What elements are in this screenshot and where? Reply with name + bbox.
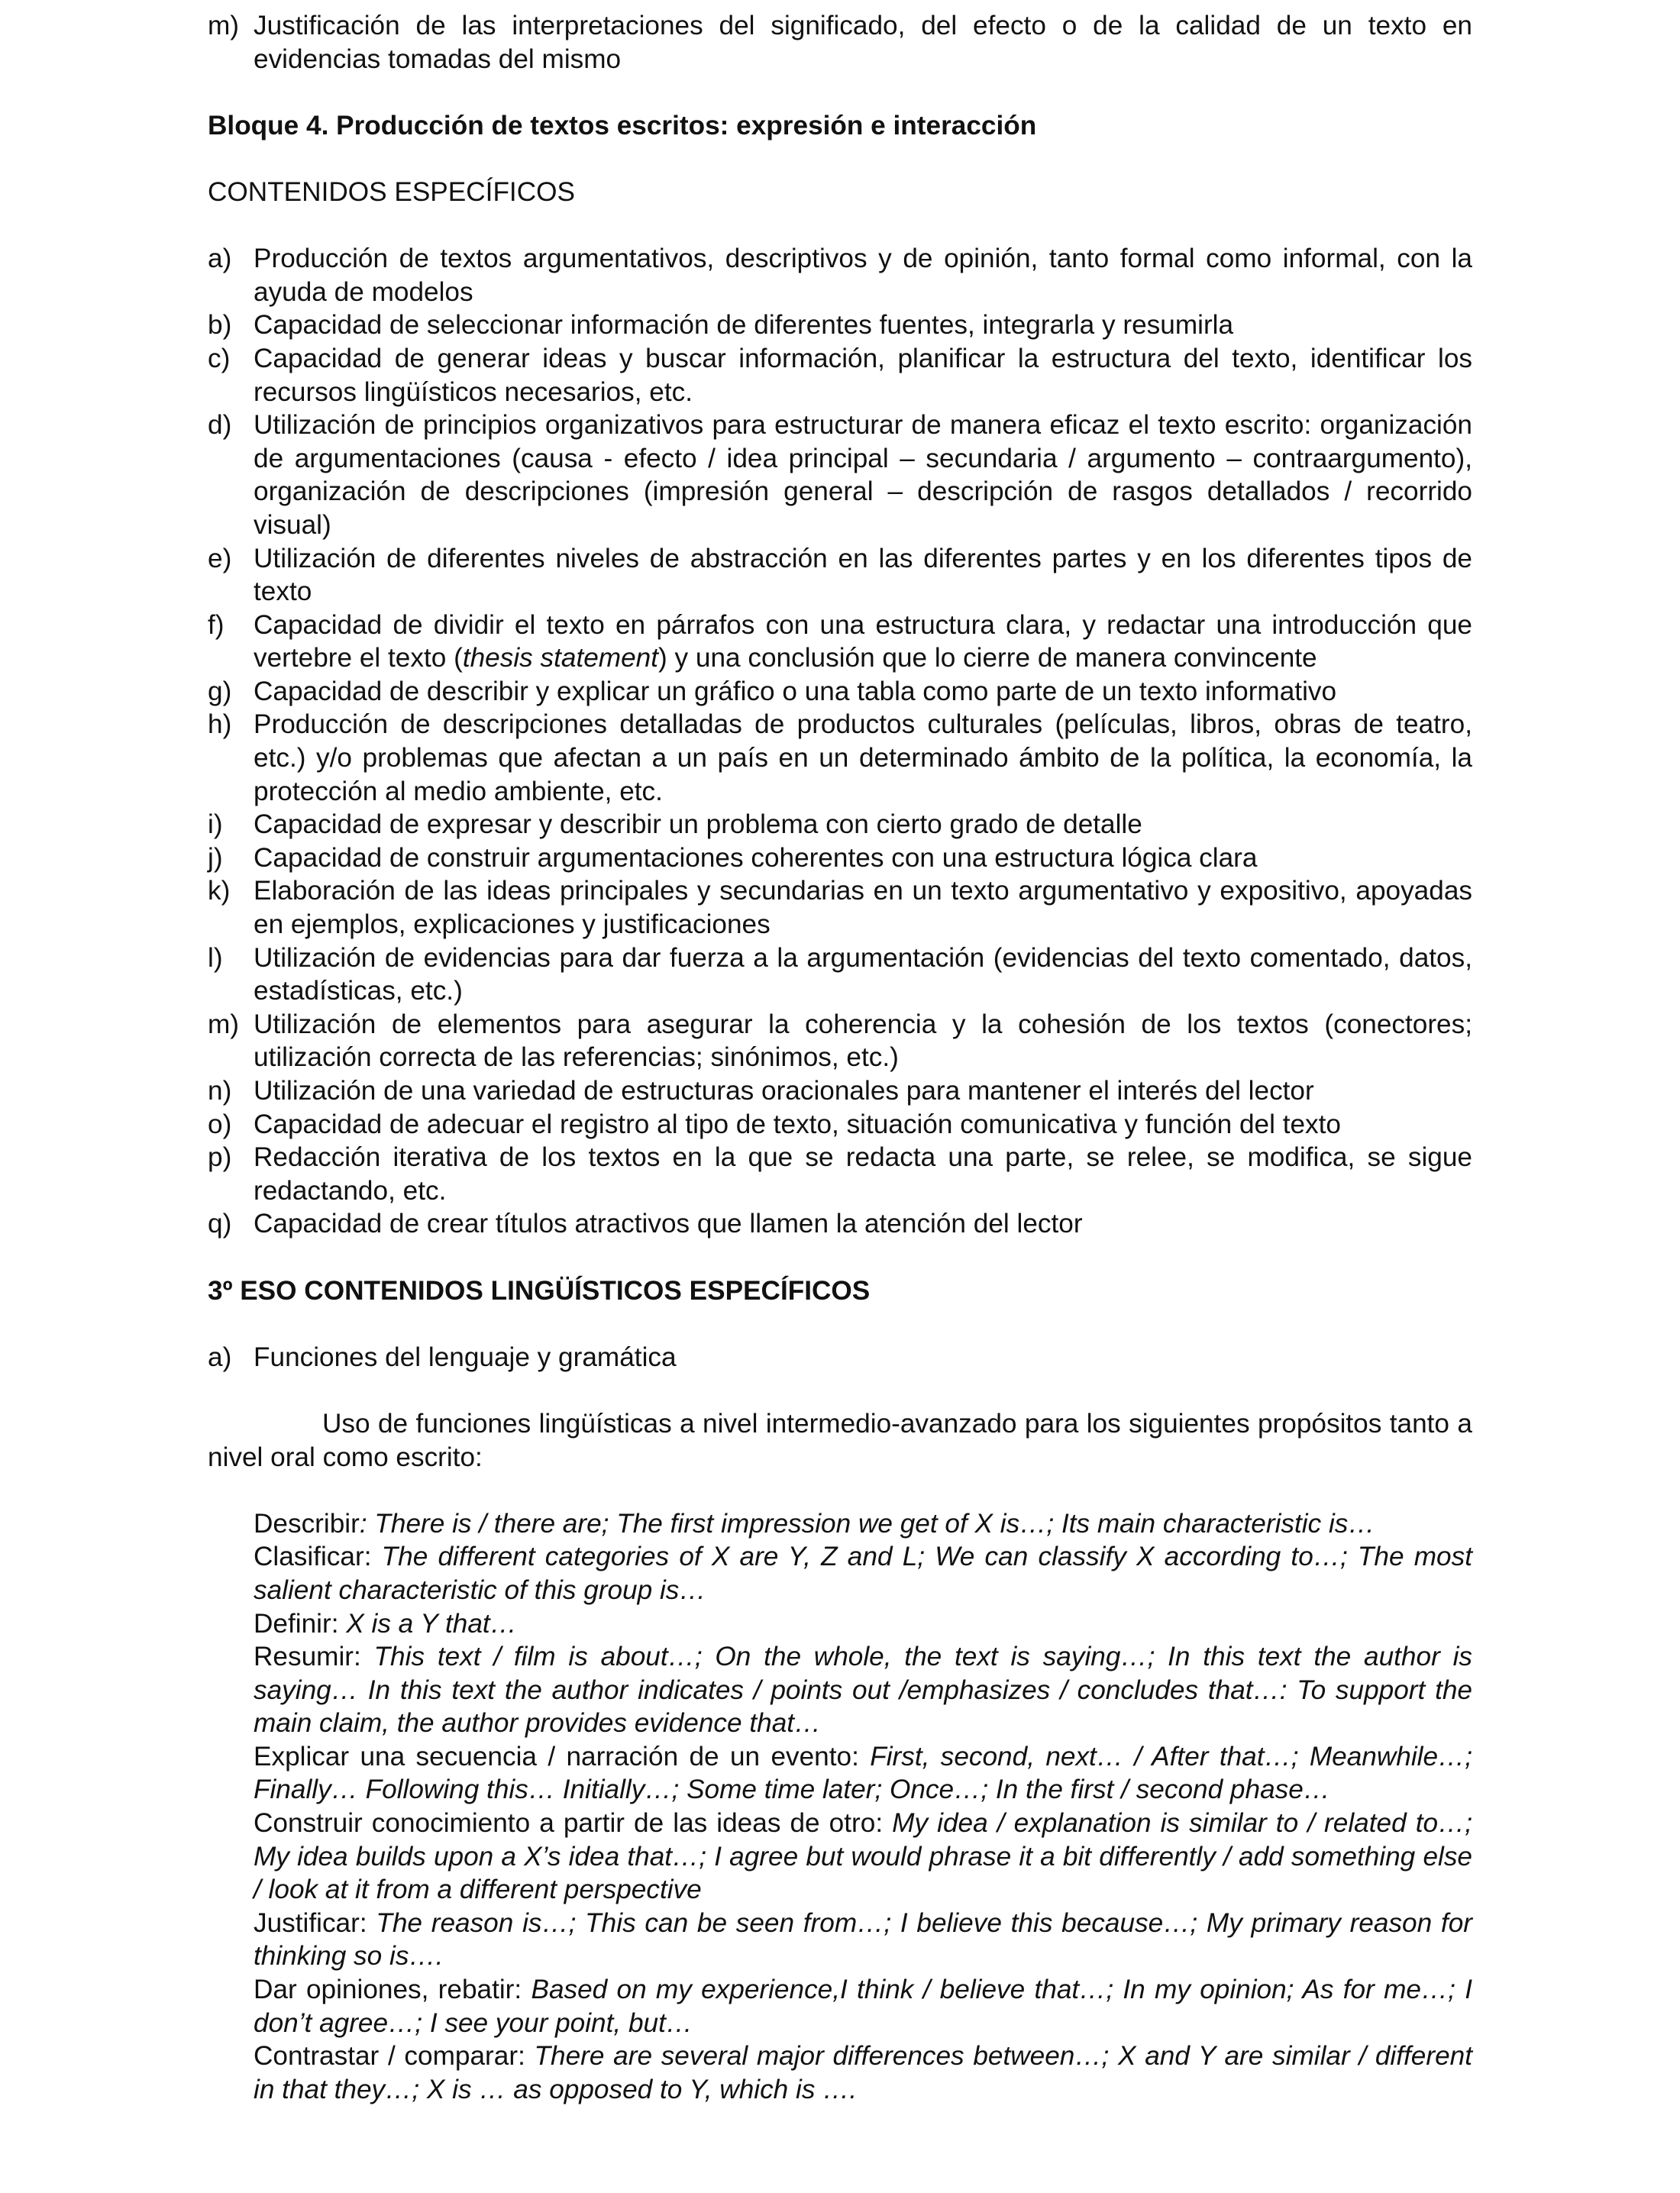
list-marker: m)	[208, 11, 240, 40]
list-marker: a)	[208, 244, 232, 274]
list-item-text: Capacidad de seleccionar información de diferentes fuentes, integrarla y resumirla	[254, 310, 1234, 341]
list-item	[208, 342, 1472, 409]
function-separator: :	[359, 1508, 375, 1539]
list-marker: h)	[208, 709, 232, 740]
function-examples: Based on my experience,I think / believe that…; In my opinion; As for me…; I don’t agree…; I see your point, but…	[254, 1975, 1472, 2038]
list-marker: c)	[208, 343, 231, 373]
block4-title: Bloque 4. Producción de textos escritos: expresión e interacción	[208, 110, 1037, 140]
list-marker: i)	[208, 809, 223, 840]
list-item	[208, 242, 1472, 308]
list-item	[208, 808, 1472, 841]
function-label: Construir conocimiento a partir de las ideas de otro	[254, 1808, 876, 1839]
function-separator: :	[331, 1608, 347, 1639]
list-marker: d)	[208, 410, 232, 441]
list-item-text-after: ) y una conclusión que lo cierre de manera convincente	[658, 643, 1317, 673]
block4-content-list	[208, 242, 1472, 1241]
list-item-text: Utilización de una variedad de estructuras oracionales para mantener el interés del lector	[254, 1076, 1314, 1106]
function-entry	[254, 1740, 1472, 1807]
list-item	[208, 1008, 1472, 1074]
spacer	[208, 1241, 1472, 1274]
function-separator: :	[359, 1907, 376, 1938]
list-item-text: Producción de descripciones detalladas de productos culturales (películas, libros, obras de teatro, etc.) y/o problemas que afectan a un país en un determinado ámbito de la política, la economía, la protección al medio ambiente, etc.	[254, 709, 1472, 806]
function-separator: :	[518, 2041, 535, 2072]
list-marker: p)	[208, 1142, 232, 1173]
function-examples: The different categories of X are Y, Z and L; We can classify X according to…; The most salient characteristic of this group is…	[254, 1542, 1472, 1605]
function-label: Contrastar / comparar	[254, 2041, 519, 2072]
list-item-text-italic: thesis statement	[462, 643, 659, 673]
list-item-text: Utilización de evidencias para dar fuerza a la argumentación (evidencias del texto comentado, datos, estadísticas, etc.)	[254, 942, 1472, 1006]
function-examples: There are several major differences between…; X and Y are similar / different in that they…; X is … as opposed to Y, which is ….	[254, 2041, 1472, 2104]
function-label: Resumir	[254, 1642, 354, 1672]
function-label: Describir	[254, 1508, 360, 1539]
function-entry	[254, 1973, 1472, 2040]
list-marker: b)	[208, 310, 232, 341]
function-examples: This text / film is about…; On the whole, the text is saying…; In this text the author is saying… In this text the author indicates / points out /emphasizes / concludes that…: To support the main claim, the author provides evidence that…	[254, 1642, 1472, 1739]
list-marker: e)	[208, 543, 232, 573]
function-examples: X is a Y that…	[346, 1608, 517, 1639]
eso3-item-a	[208, 1341, 1472, 1374]
list-item-text-before: Capacidad de dividir el texto en párrafos con una estructura clara, y redactar una introducción que vertebre el texto (	[254, 609, 1472, 673]
list-item	[208, 1108, 1472, 1142]
list-marker: m)	[208, 1009, 240, 1039]
list-item-text: Capacidad de adecuar el registro al tipo de texto, situación comunicativa y función del texto	[254, 1109, 1341, 1139]
function-entry	[254, 1540, 1472, 1607]
list-item-text: Utilización de principios organizativos para estructurar de manera eficaz el texto escrito: organización de argumentaciones (causa - efecto / idea principal – secundaria / argumento – contraargumento), organización de descripciones (impresión general – descripción de rasgos detallados / recorrido visual)	[254, 410, 1472, 540]
list-item-text: Capacidad de generar ideas y buscar información, planificar la estructura del texto, identificar los recursos lingüísticos necesarios, etc.	[254, 343, 1472, 407]
list-marker: a)	[208, 1342, 232, 1372]
list-marker: j)	[208, 842, 223, 873]
list-item	[208, 675, 1472, 709]
list-item-text: Capacidad de construir argumentaciones coherentes con una estructura lógica clara	[254, 842, 1258, 873]
list-item-text: Utilización de diferentes niveles de abstracción en las diferentes partes y en los diferentes tipos de texto	[254, 543, 1472, 607]
function-entry	[254, 1607, 1472, 1641]
list-marker: q)	[208, 1209, 232, 1239]
list-marker: f)	[208, 609, 225, 640]
list-marker: o)	[208, 1109, 232, 1139]
function-separator: :	[354, 1642, 374, 1672]
list-item	[208, 609, 1472, 675]
list-item-text: Capacidad de expresar y describir un problema con cierto grado de detalle	[254, 809, 1142, 840]
list-item	[208, 542, 1472, 609]
function-entry	[254, 1907, 1472, 1973]
list-marker: l)	[208, 942, 223, 973]
list-item	[208, 1074, 1472, 1108]
function-entry	[254, 2040, 1472, 2106]
eso3-title: 3º ESO CONTENIDOS LINGÜÍSTICOS ESPECÍFICOS	[208, 1275, 871, 1306]
list-item	[208, 841, 1472, 875]
list-item-text: Capacidad de describir y explicar un gráfico o una tabla como parte de un texto informativo	[254, 676, 1337, 706]
list-item	[208, 409, 1472, 541]
list-item-text: Producción de textos argumentativos, descriptivos y de opinión, tanto formal como informal, con la ayuda de modelos	[254, 244, 1472, 307]
spacer	[208, 1307, 1472, 1341]
spacer	[208, 1374, 1472, 1407]
function-label: Explicar una secuencia / narración de un evento	[254, 1741, 852, 1772]
function-entry	[254, 1507, 1472, 1541]
intro-list-item	[208, 9, 1472, 76]
spacer	[208, 1474, 1472, 1507]
function-examples: My idea / explanation is similar to / related to…; My idea builds upon a X’s idea that…; I agree but would phrase it a bit differently / add something else / look at it from a different perspective	[254, 1808, 1473, 1905]
function-examples: There is / there are; The first impression we get of X is…; Its main characteristic is…	[374, 1508, 1375, 1539]
language-functions-list	[208, 1507, 1472, 2107]
function-label: Definir	[254, 1608, 331, 1639]
list-item-text: Justificación de las interpretaciones del significado, del efecto o de la calidad de un texto en evidencias tomadas del mismo	[254, 11, 1472, 74]
function-label: Dar opiniones, rebatir	[254, 1975, 515, 2005]
list-item	[208, 708, 1472, 808]
function-entry	[254, 1807, 1472, 1907]
document-page	[208, 9, 1472, 2106]
function-separator: :	[514, 1975, 531, 2005]
list-marker: k)	[208, 876, 231, 906]
function-entry	[254, 1640, 1472, 1740]
list-item	[208, 308, 1472, 342]
eso3-intro-paragraph: Uso de funciones lingüísticas a nivel intermedio-avanzado para los siguientes propósitos tanto a nivel oral como escrito:	[208, 1408, 1472, 1472]
function-label: Justificar	[254, 1907, 360, 1938]
list-item	[208, 941, 1472, 1008]
list-marker: n)	[208, 1076, 232, 1106]
list-item	[208, 1207, 1472, 1241]
list-item	[208, 874, 1472, 941]
list-item-text: Elaboración de las ideas principales y secundarias en un texto argumentativo y expositivo, apoyadas en ejemplos, explicaciones y justificaciones	[254, 876, 1472, 940]
list-marker: g)	[208, 676, 232, 706]
spacer	[208, 76, 1472, 109]
function-separator: :	[875, 1808, 893, 1839]
block4-subtitle: CONTENIDOS ESPECÍFICOS	[208, 176, 575, 207]
spacer	[208, 209, 1472, 243]
list-item-text: Utilización de elementos para asegurar la coherencia y la cohesión de los textos (conectores; utilización correcta de las referencias; sinónimos, etc.)	[254, 1009, 1472, 1073]
list-item-text: Funciones del lenguaje y gramática	[254, 1342, 677, 1372]
list-item	[208, 1141, 1472, 1207]
function-label: Clasificar	[254, 1542, 364, 1572]
function-separator: :	[851, 1741, 871, 1772]
spacer	[208, 142, 1472, 176]
function-separator: :	[363, 1542, 382, 1572]
function-examples: The reason is…; This can be seen from…; I believe this because…; My primary reason for thinking so is….	[254, 1907, 1472, 1972]
list-item-text: Redacción iterativa de los textos en la que se redacta una parte, se relee, se modifica, se sigue redactando, etc.	[254, 1142, 1472, 1206]
function-examples: First, second, next… / After that…; Meanwhile…; Finally… Following this… Initially…; Some time later; Once…; In the first / second phase…	[254, 1741, 1472, 1805]
list-item-text: Capacidad de crear títulos atractivos que llamen la atención del lector	[254, 1209, 1083, 1239]
